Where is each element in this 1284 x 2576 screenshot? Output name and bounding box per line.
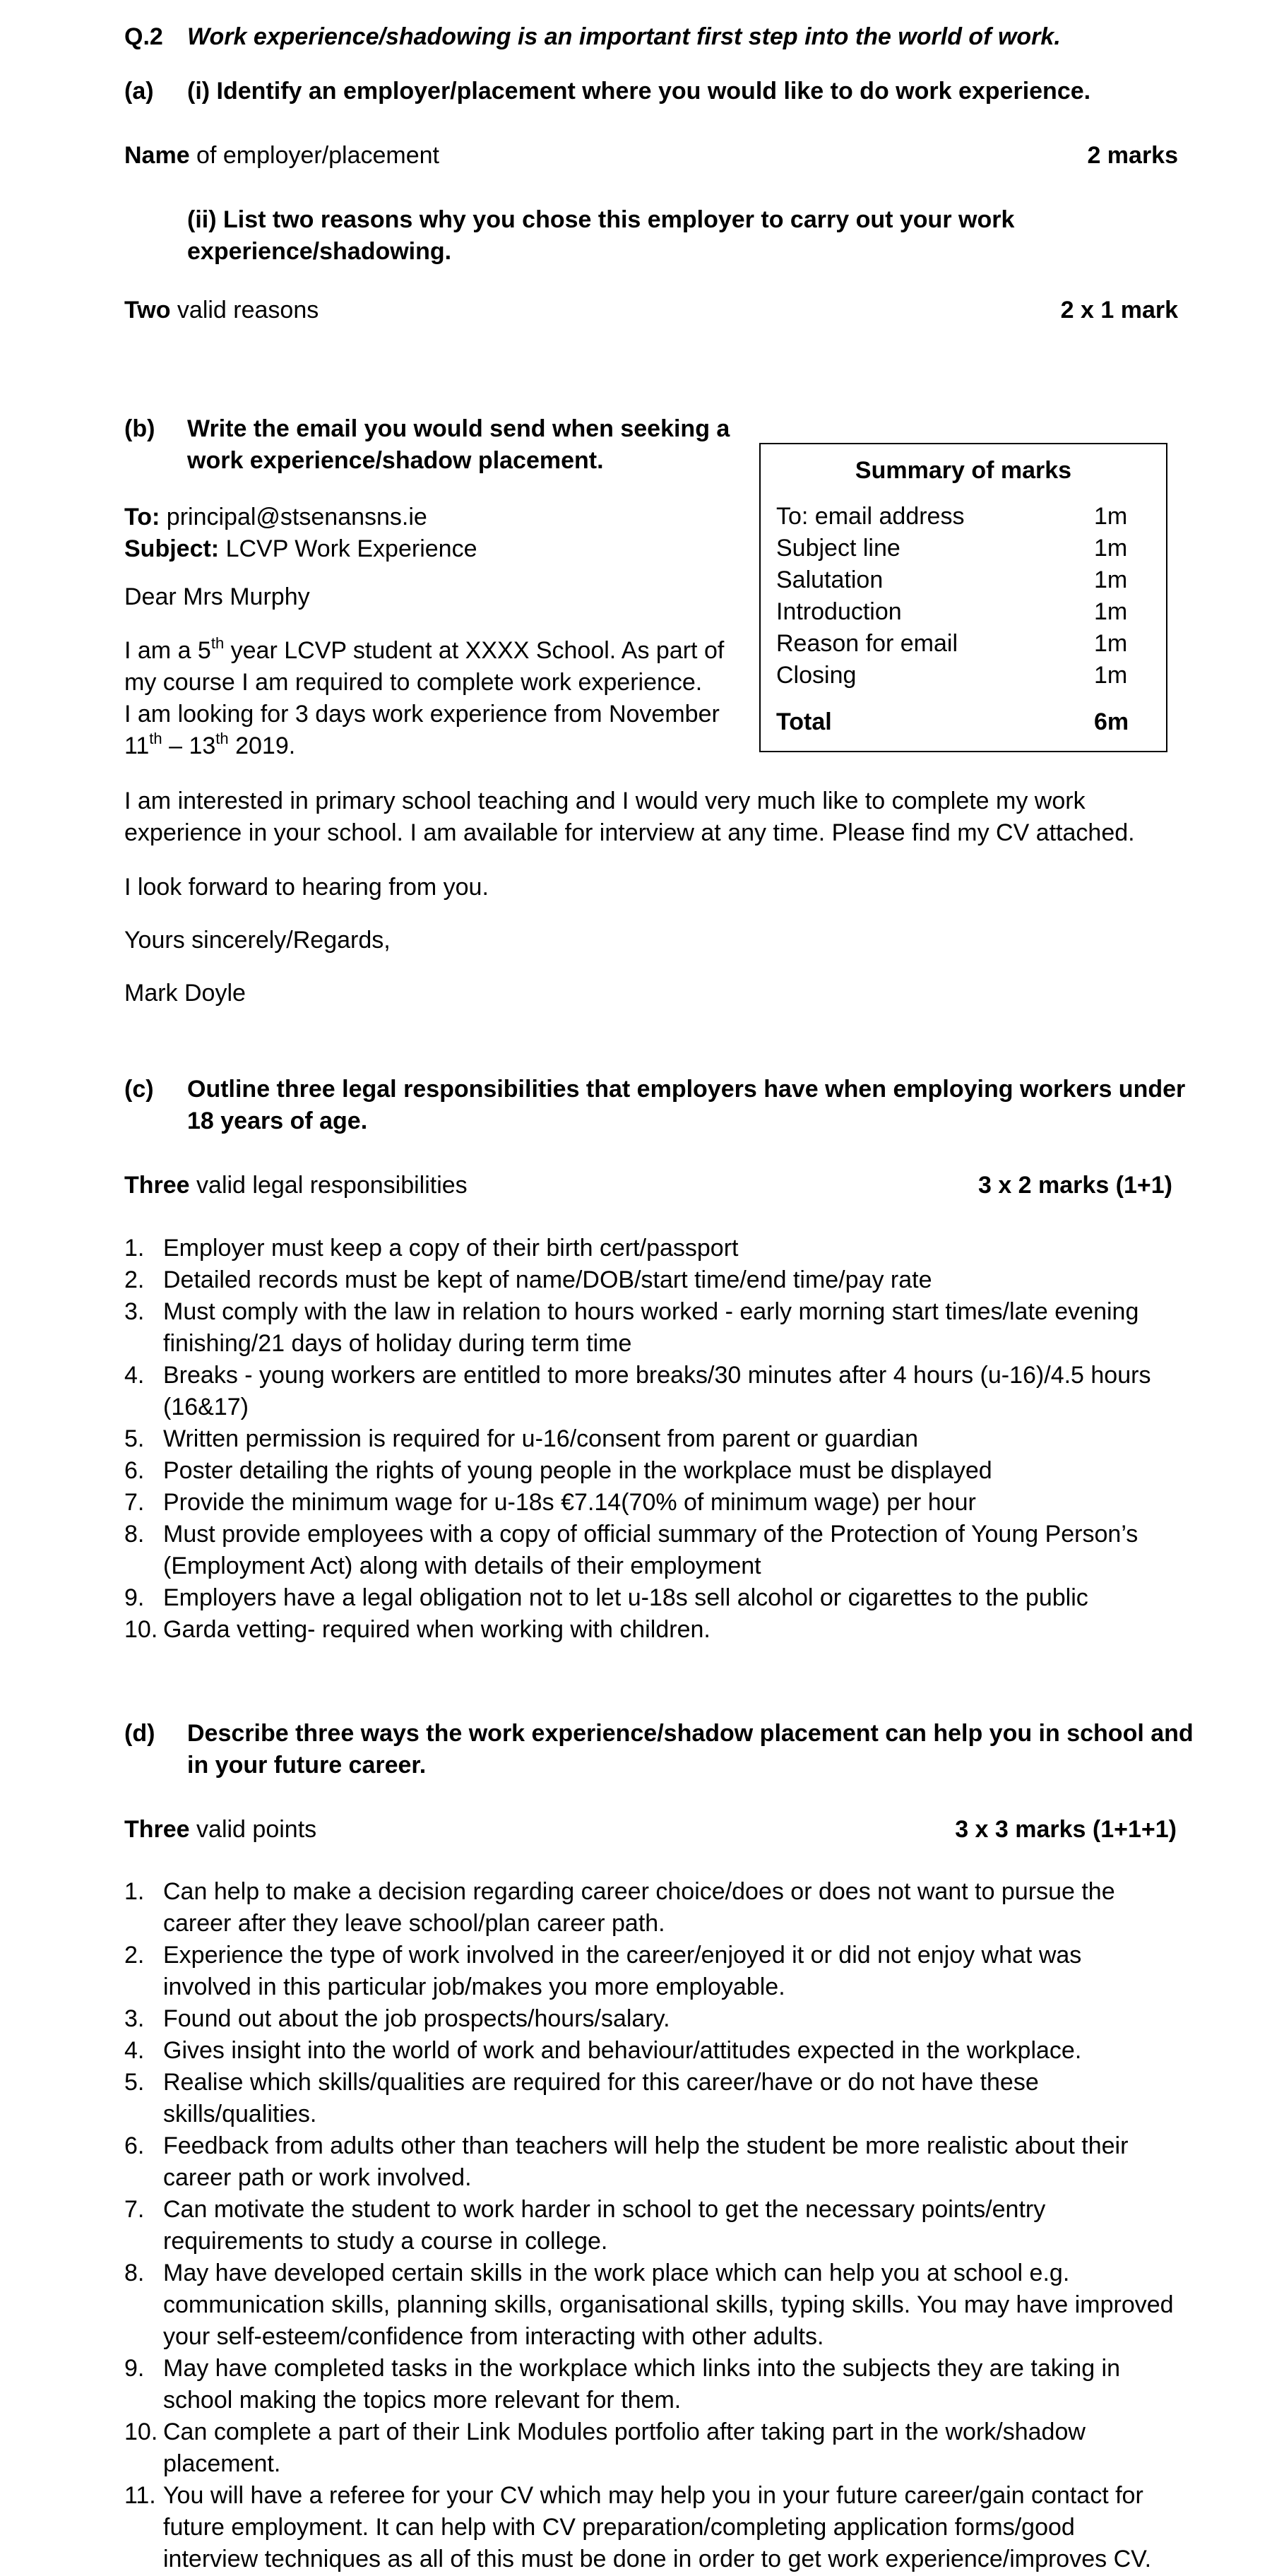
list-item [124,2067,1184,2130]
superscript-th: th [215,730,229,747]
part-a-question-ii-line1: (ii) List two reasons why you chose this employer to carry out your work [187,206,1015,233]
name-criteria-bold: Name [124,142,190,169]
email-to-label: To: [124,504,160,530]
list-item-line: Employer must keep a copy of their birth cert/passport [163,1235,739,1262]
part-a-label: (a) [124,78,154,105]
part-c-marks: 3 x 2 marks (1+1) [977,1172,1172,1199]
summary-row-value: 1m [1094,503,1128,530]
list-item-number: 3. [124,1298,145,1325]
email-body-line3: I am looking for 3 days work experience from November [124,701,720,728]
list-item [124,1582,1184,1614]
list-item-line: finishing/21 days of holiday during term time [163,1330,632,1357]
summary-total-label: Total [776,708,832,735]
part-d-criteria-bold: Three [124,1816,190,1843]
part-c-criteria [124,1170,468,1201]
part-b-question-line1: Write the email you would send when seeking a [187,415,730,442]
list-item [124,2257,1184,2353]
email-subject-value: LCVP Work Experience [219,535,477,562]
email-closing: Yours sincerely/Regards, [124,927,391,954]
list-item-number: 7. [124,2196,145,2223]
email-paragraph2-line2: experience in your school. I am available for interview at any time. Please find my CV attached. [124,819,1135,846]
list-item-line: your self-esteem/confidence from interacting with other adults. [163,2323,824,2350]
list-item-number: 5. [124,2069,145,2096]
summary-row-label: To: email address [776,503,965,530]
list-item-number: 9. [124,1584,145,1611]
list-item-number: 2. [124,1942,145,1969]
list-item-number: 3. [124,2005,145,2032]
email-body-line4 [124,730,295,762]
list-item [124,2480,1184,2575]
list-item [124,1876,1184,1940]
email-to [124,501,427,533]
summary-row-value: 1m [1094,662,1128,689]
list-item-line: Garda vetting- required when working with children. [163,1616,711,1643]
list-item-line: interview techniques as all of this must be done in order to get work experience/improves CV. [163,2546,1152,2572]
email-subject-label: Subject: [124,535,220,562]
email-paragraph2-line1: I am interested in primary school teaching and I would very much like to complete my work [124,788,1086,814]
list-item-line: requirements to study a course in college. [163,2228,608,2255]
email-subject [124,533,477,565]
list-item-line: placement. [163,2450,281,2477]
part-c-label: (c) [124,1076,154,1103]
list-item [124,1233,1184,1264]
list-item [124,1614,1184,1646]
email-body-line2: my course I am required to complete work experience. [124,669,703,696]
part-d-criteria [124,1814,316,1846]
list-item-number: 10. [124,2418,158,2445]
list-item-line: involved in this particular job/makes you more employable. [163,1973,785,2000]
list-item-line: You will have a referee for your CV which may help you in your future career/gain contact for [163,2482,1143,2509]
list-item [124,1360,1184,1423]
email-body-line1-a: I am a 5 [124,637,211,664]
list-item-number: 4. [124,1362,145,1389]
list-item-line: skills/qualities. [163,2101,317,2127]
part-a-question-i: (i) Identify an employer/placement where you would like to do work experience. [187,78,1091,105]
list-item-line: career after they leave school/plan career path. [163,1910,665,1937]
list-item-number: 6. [124,1457,145,1484]
list-item [124,1487,1184,1519]
name-marks: 2 marks [1087,142,1178,169]
list-item-number: 4. [124,2037,145,2064]
list-item [124,1940,1184,2003]
list-item-number: 2. [124,1266,145,1293]
question-title: Work experience/shadowing is an important first step into the world of work. [187,23,1061,50]
part-c-criteria-text: valid legal responsibilities [189,1172,468,1199]
list-item-line: Provide the minimum wage for u-18s €7.14(70% of minimum wage) per hour [163,1489,976,1516]
list-item-line: Realise which skills/qualities are required for this career/have or do not have these [163,2069,1039,2096]
list-item-number: 8. [124,1521,145,1548]
summary-title: Summary of marks [855,457,1072,484]
list-item-line: communication skills, planning skills, organisational skills, typing skills. You may have improved [163,2291,1174,2318]
part-d-question-line2: in your future career. [187,1752,427,1779]
reasons-criteria-text: valid reasons [170,297,319,324]
list-item [124,1519,1184,1582]
list-item-line: Must comply with the law in relation to hours worked - early morning start times/late evening [163,1298,1139,1325]
summary-row-value: 1m [1094,566,1128,593]
reasons-criteria-bold: Two [124,297,171,324]
name-criteria [124,140,439,172]
list-item-number: 9. [124,2355,145,2382]
list-item [124,1455,1184,1487]
summary-total-value: 6m [1094,708,1129,735]
email-body-line4-a: 11 [124,732,150,759]
email-salutation: Dear Mrs Murphy [124,583,310,610]
email-to-value: principal@stsenansns.ie [160,504,427,530]
reasons-criteria [124,295,319,326]
list-item-line: Feedback from adults other than teachers will help the student be more realistic about their [163,2132,1129,2159]
list-item-line: (16&17) [163,1394,249,1420]
list-item [124,1296,1184,1360]
summary-row-value: 1m [1094,598,1128,625]
summary-row-value: 1m [1094,630,1128,657]
list-item [124,1264,1184,1296]
list-item [124,1423,1184,1455]
email-body-line4-b: – 13 [162,732,216,759]
career-benefits-list [124,1876,1184,2575]
list-item-line: Found out about the job prospects/hours/salary. [163,2005,670,2032]
question-number: Q.2 [124,23,163,50]
part-b-label: (b) [124,415,155,442]
list-item-number: 7. [124,1489,145,1516]
list-item-number: 1. [124,1878,145,1905]
superscript-th: th [210,634,225,652]
summary-row-label: Salutation [776,566,884,593]
list-item-line: Detailed records must be kept of name/DOB/start time/end time/pay rate [163,1266,932,1293]
summary-row-label: Closing [776,662,857,689]
list-item-line: Can help to make a decision regarding career choice/does or does not want to pursue the [163,1878,1115,1905]
list-item-number: 11. [124,2482,156,2509]
part-c-question-line2: 18 years of age. [187,1108,368,1134]
reasons-marks: 2 x 1 mark [1060,297,1178,324]
list-item [124,2035,1184,2067]
email-paragraph3: I look forward to hearing from you. [124,874,489,901]
list-item-line: Employers have a legal obligation not to let u-18s sell alcohol or cigarettes to the public [163,1584,1088,1611]
part-c-criteria-bold: Three [124,1172,190,1199]
list-item [124,2194,1184,2257]
list-item-line: Must provide employees with a copy of official summary of the Protection of Young Person’s [163,1521,1139,1548]
list-item-line: Poster detailing the rights of young people in the workplace must be displayed [163,1457,992,1484]
list-item [124,2130,1184,2194]
part-d-criteria-text: valid points [189,1816,317,1843]
list-item-line: Gives insight into the world of work and behaviour/attitudes expected in the workplace. [163,2037,1082,2064]
email-body-line1 [124,635,724,667]
superscript-th: th [149,730,162,747]
list-item-line: school making the topics more relevant for them. [163,2387,682,2414]
list-item [124,2003,1184,2035]
part-d-question-line1: Describe three ways the work experience/shadow placement can help you in school and [187,1720,1194,1747]
list-item-number: 1. [124,1235,145,1262]
list-item-line: Can motivate the student to work harder in school to get the necessary points/entry [163,2196,1046,2223]
list-item-line: career path or work involved. [163,2164,472,2191]
summary-row-value: 1m [1094,535,1128,562]
email-signature: Mark Doyle [124,980,246,1007]
list-item-number: 10. [124,1616,158,1643]
email-body-line4-c: 2019. [228,732,296,759]
list-item-line: Written permission is required for u-16/consent from parent or guardian [163,1425,918,1452]
legal-responsibilities-list [124,1233,1184,1646]
list-item-number: 8. [124,2260,145,2286]
summary-of-marks-box [759,443,1167,752]
email-body-line1-b: year LCVP student at XXXX School. As part of [224,637,725,664]
summary-row-label: Introduction [776,598,902,625]
list-item-line: May have developed certain skills in the work place which can help you at school e.g. [163,2260,1070,2286]
list-item-line: Breaks - young workers are entitled to more breaks/30 minutes after 4 hours (u-16)/4.5 hours [163,1362,1151,1389]
summary-row-label: Subject line [776,535,900,562]
part-c-question-line1: Outline three legal responsibilities that employers have when employing workers under [187,1076,1186,1103]
list-item-line: (Employment Act) along with details of their employment [163,1553,761,1579]
list-item-line: future employment. It can help with CV preparation/completing application forms/good [163,2514,1075,2541]
part-d-marks: 3 x 3 marks (1+1+1) [955,1816,1177,1843]
list-item [124,2353,1184,2416]
list-item-line: May have completed tasks in the workplace which links into the subjects they are taking in [163,2355,1121,2382]
part-a-question-ii-line2: experience/shadowing. [187,238,452,265]
list-item-number: 6. [124,2132,145,2159]
list-item-line: Experience the type of work involved in the career/enjoyed it or did not enjoy what was [163,1942,1082,1969]
summary-row-label: Reason for email [776,630,958,657]
part-b-question-line2: work experience/shadow placement. [187,447,604,474]
list-item-line: Can complete a part of their Link Modules portfolio after taking part in the work/shadow [163,2418,1086,2445]
list-item [124,2416,1184,2480]
name-criteria-text: of employer/placement [189,142,440,169]
list-item-number: 5. [124,1425,145,1452]
part-d-label: (d) [124,1720,155,1747]
